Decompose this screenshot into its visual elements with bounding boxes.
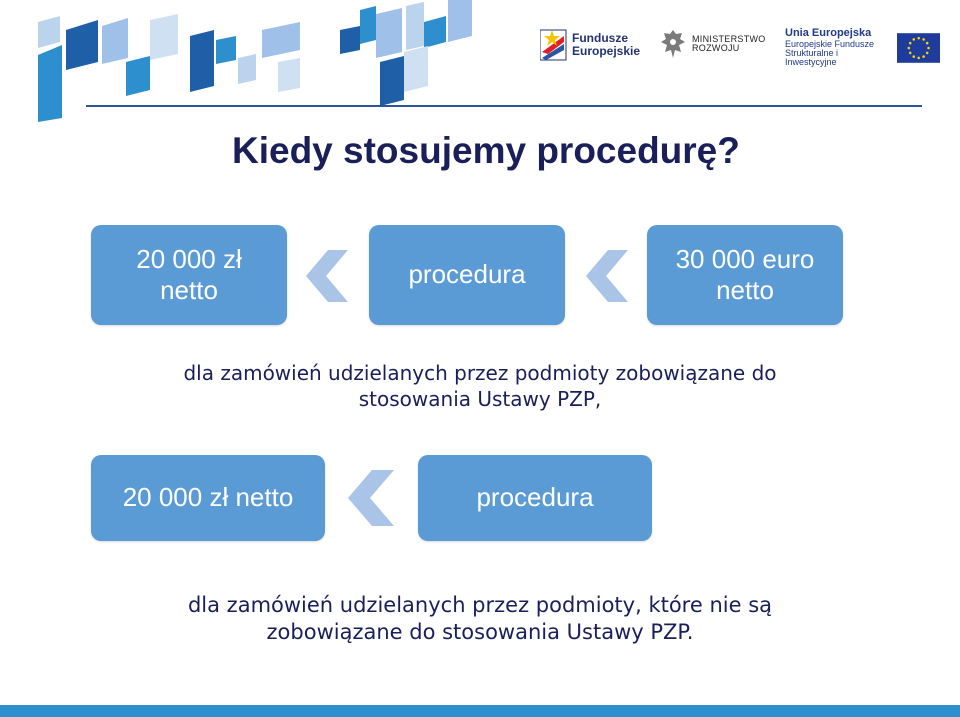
logo-mr-line2: ROZWOJU [692, 43, 740, 53]
logo-ue-line2: Europejskie Fundusze [785, 38, 875, 49]
logo-ministerstwo-rozwoju [660, 28, 766, 60]
row1-description-line2: stosowania Ustawy PZP, [358, 387, 602, 411]
box-20000-netto-text: 20 000 zł netto [122, 482, 294, 513]
row2-description [80, 592, 880, 647]
box-30000-euro [647, 225, 843, 325]
box-procedura-1-text: procedura [408, 259, 526, 290]
logo-fe-line1: Fundusze [572, 31, 628, 46]
fundusze-star-icon [540, 28, 568, 62]
logo-fe-text [572, 32, 640, 57]
header-rule [86, 105, 922, 107]
logo-fundusze-europejskie [540, 28, 640, 62]
double-left-chevron-icon [586, 250, 632, 302]
logo-mr-line1: MINISTERSTWO [692, 33, 766, 44]
logo-ue-line1: Unia Europejska [785, 27, 872, 39]
eu-flag-icon [897, 33, 940, 63]
double-left-chevron-icon [306, 250, 352, 302]
row2-description-line1: dla zamówień udzielanych przez podmioty, które nie są [187, 593, 773, 617]
box-procedura-2-text: procedura [476, 482, 594, 513]
box-20000-line1: 20 000 zł [136, 243, 242, 274]
logo-fe-line2: Europejskie [572, 44, 641, 58]
box-20000-zl-netto [91, 455, 325, 541]
box-20000-line2: netto [160, 275, 218, 305]
logo-unia-europejska [785, 28, 940, 68]
box-30000-line1: 30 000 euro [675, 243, 815, 274]
logo-mr-text [692, 35, 766, 54]
logo-strip [540, 28, 940, 78]
box-procedura-2 [418, 455, 652, 541]
eagle-emblem-icon [660, 28, 686, 60]
row2-description-line2: zobowiązane do stosowania Ustawy PZP. [266, 620, 694, 645]
box-20000-zl [91, 225, 287, 325]
page-title: Kiedy stosujemy procedurę? [232, 130, 740, 171]
logo-ue-line3: Strukturalne i Inwestycyjne [785, 47, 839, 68]
logo-ue-text [785, 28, 891, 68]
row1-description-line1: dla zamówień udzielanych przez podmioty zobowiązane do [183, 361, 777, 385]
double-left-chevron-icon [348, 470, 398, 526]
row1-description [100, 360, 860, 412]
box-procedura-1 [369, 225, 565, 325]
footer-bar [0, 705, 960, 717]
box-30000-line2: netto [716, 275, 774, 305]
